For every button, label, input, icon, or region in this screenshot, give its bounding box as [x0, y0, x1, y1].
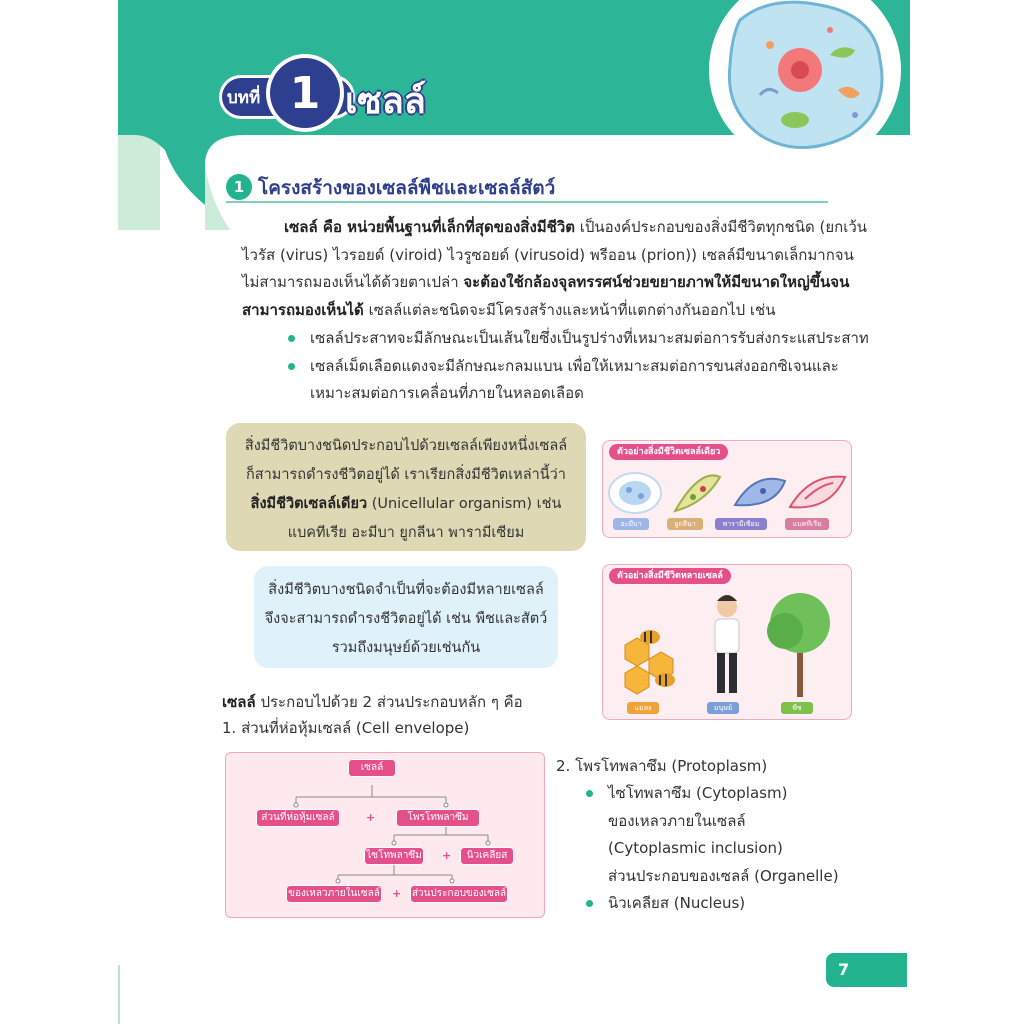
- unicellular-term: สิ่งมีชีวิตเซลล์เดียว: [250, 496, 368, 512]
- diagram-node-organelle: ส่วนประกอบของเซลล์: [410, 885, 508, 903]
- multicellular-line: สิ่งมีชีวิตบางชนิดจำเป็นที่จะต้องมีหลายเซลล์: [268, 582, 544, 598]
- multicellular-text: [258, 576, 554, 663]
- diagram-node-cell: เซลล์: [348, 759, 396, 777]
- intro-emphasis: จะต้องใช้กล้องจุลทรรศน์ช่วยขยายภาพให้มีขนาดใหญ่ขึ้นจนสามารถมองเห็นได้: [242, 273, 850, 319]
- margin-line: [118, 965, 120, 1024]
- organism-label-euglena: ยูกลีนา: [667, 518, 703, 530]
- intro-bullet-list: [286, 325, 876, 408]
- unicellular-line: ก็สามารถดำรงชีวิตอยู่ได้ เราเรียกสิ่งมีชีวิตเหล่านี้ว่า: [246, 467, 566, 483]
- diagram-plus: +: [392, 887, 402, 900]
- diagram-plus: +: [442, 849, 452, 862]
- animal-cell-illustration: [700, 0, 910, 170]
- section-divider: [226, 201, 828, 203]
- intro-term: เซลล์ คือ หน่วยพื้นฐานที่เล็กที่สุดของสิ่งมีชีวิต: [284, 218, 575, 236]
- diagram-node-cytoplasm: ไซโทพลาซึม: [364, 847, 424, 865]
- unicellular-line: [234, 490, 578, 519]
- diagram-plus: +: [366, 811, 376, 824]
- list-subitem: (Cytoplasmic inclusion): [608, 839, 783, 857]
- intro-paragraph: [242, 214, 870, 324]
- chapter-prefix: บทที่: [227, 88, 261, 108]
- unicellular-text: [234, 432, 578, 548]
- composition-item-2: 2. โพรโทพลาซึม (Protoplasm): [556, 757, 768, 775]
- intro-text-1: เป็นองค์ประกอบของสิ่งมีชีวิตทุกชนิด (ยกเว้น ไวรัส (virus) ไวรอยด์ (viroid) ไวรูซอยด์ (virusoid) พรีออน (prion)) เซลล์มีขนาดเล็กมากจนไม่สามารถมองเห็นได้ด้วยตาเปล่า: [242, 218, 868, 291]
- multicellular-panel-tag: ตัวอย่างสิ่งมีชีวิตหลายเซลล์: [609, 568, 731, 584]
- composition-lead: [222, 690, 523, 714]
- composition-term: เซลล์: [222, 693, 256, 711]
- organism-label-plant: พืช: [781, 702, 813, 714]
- section-number: 1: [226, 174, 252, 200]
- composition-lead-text: ประกอบไปด้วย 2 ส่วนประกอบหลัก ๆ คือ: [255, 693, 523, 711]
- unicellular-panel-tag: ตัวอย่างสิ่งมีชีวิตเซลล์เดียว: [609, 444, 728, 460]
- list-subitem: ของเหลวภายในเซลล์: [608, 811, 746, 830]
- unicellular-term-rest: (Unicellular organism) เช่น: [367, 496, 562, 512]
- organism-label-human: มนุษย์: [707, 702, 739, 714]
- section-title: โครงสร้างของเซลล์พืชและเซลล์สัตว์: [258, 177, 556, 199]
- composition-item-1: 1. ส่วนที่ห่อหุ้มเซลล์ (Cell envelope): [222, 719, 470, 737]
- diagram-node-envelope: ส่วนที่ห่อหุ้มเซลล์: [256, 809, 340, 827]
- unicellular-line: สิ่งมีชีวิตบางชนิดประกอบไปด้วยเซลล์เพียงหนึ่งเซลล์: [244, 438, 568, 454]
- diagram-node-inclusion: ของเหลวภายในเซลล์: [286, 885, 382, 903]
- organism-label-bacteria: แบคทีเรีย: [785, 518, 829, 530]
- diagram-node-protoplasm: โพรโทพลาซึม: [396, 809, 480, 827]
- page-number: 7: [838, 960, 850, 979]
- chapter-title: เซลล์: [345, 81, 426, 122]
- unicellular-examples-panel: [602, 440, 852, 538]
- list-item: นิวเคลียส (Nucleus): [584, 890, 884, 918]
- list-item: ไซโทพลาซึม (Cytoplasm): [584, 780, 884, 808]
- unicellular-organisms-illustration: [605, 463, 849, 519]
- organism-label-amoeba: อะมีบา: [613, 518, 649, 530]
- list-item: เซลล์ประสาทจะมีลักษณะเป็นเส้นใยซึ่งเป็นรูปร่างที่เหมาะสมต่อการรับส่งกระแสประสาท: [286, 325, 876, 353]
- multicellular-examples-panel: [602, 564, 852, 720]
- chapter-number: 1: [270, 58, 340, 128]
- cell-structure-diagram: [225, 752, 545, 918]
- organism-label-insect: แมลง: [627, 702, 659, 714]
- unicellular-line: แบคทีเรีย อะมีบา ยูกลีนา พารามีเซียม: [287, 525, 525, 541]
- multicellular-organisms-illustration: [605, 585, 849, 701]
- list-item: เซลล์เม็ดเลือดแดงจะมีลักษณะกลมแบน เพื่อให้เหมาะสมต่อการขนส่งออกซิเจนและเหมาะสมต่อการเคลื่อนที่ภายในหลอดเลือด: [286, 353, 876, 408]
- organism-label-paramecium: พารามีเซียม: [715, 518, 767, 530]
- list-subitem: ส่วนประกอบของเซลล์ (Organelle): [608, 866, 839, 885]
- diagram-node-nucleus: นิวเคลียส: [460, 847, 514, 865]
- multicellular-line: รวมถึงมนุษย์ด้วยเช่นกัน: [331, 640, 481, 656]
- intro-text-2: เซลล์แต่ละชนิดจะมีโครงสร้างและหน้าที่แตกต่างกันออกไป เช่น: [363, 300, 776, 319]
- multicellular-line: จึงจะสามารถดำรงชีวิตอยู่ได้ เช่น พืชและสัตว์: [264, 611, 548, 627]
- protoplasm-list: [584, 780, 884, 918]
